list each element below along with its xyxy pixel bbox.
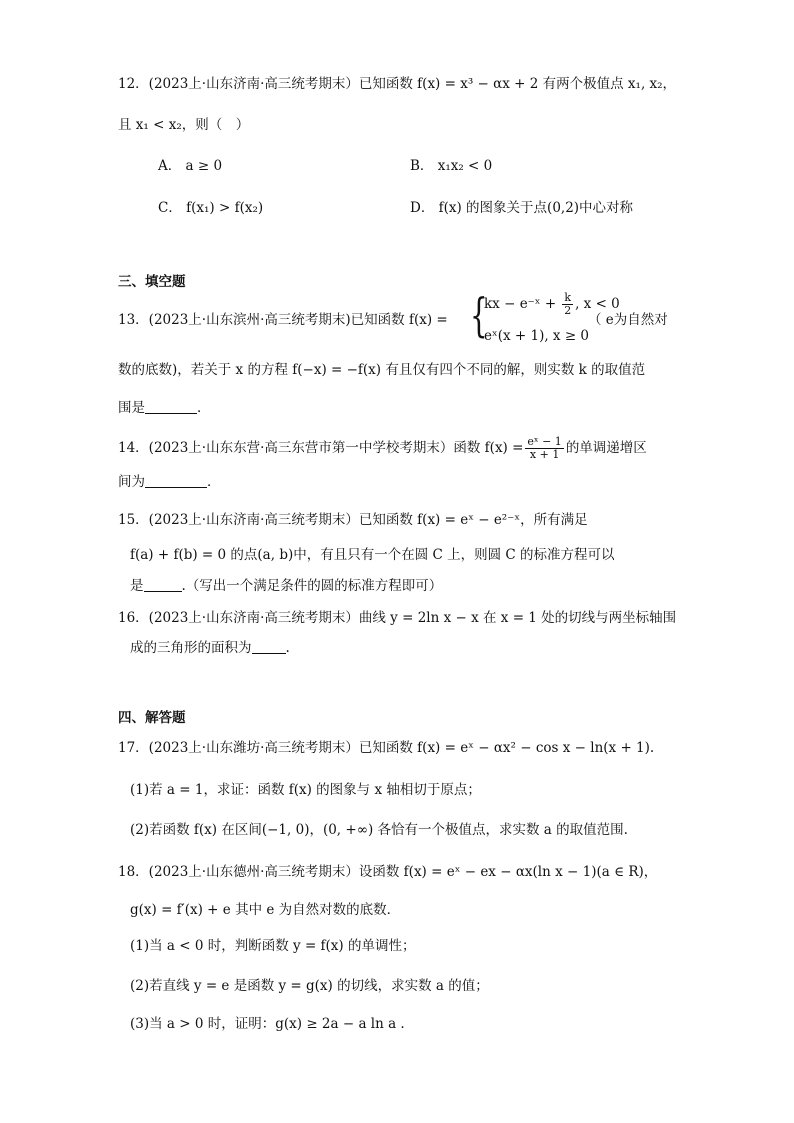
q12-option-c: C． f(x₁) > f(x₂) (158, 200, 264, 216)
section-title-fill-in: 三、填空题 (118, 274, 186, 290)
q13-stem-line3: 围是 ． (118, 400, 211, 416)
q15-stem-line1: 15．(2023上·山东济南·高三统考期末）已知函数 f(x) = eˣ − e²⁻ˣ，所有满足 (118, 512, 588, 528)
q12-stem-line1: 12．(2023上·山东济南·高三统考期末）已知函数 f(x) = x³ − αx + 2 有两个极值点 x₁, x₂， (118, 76, 677, 92)
q13-stem-prefix: 13．(2023上·山东滨州·高三统考期末)已知函数 f(x) = (118, 312, 448, 328)
q12-stem-line2: 且 x₁ < x₂，则（ ） (118, 117, 250, 133)
q16-stem-line1: 16．(2023上·山东济南·高三统考期末）曲线 y = 2ln x − x 在 x = 1 处的切线与两坐标轴围 (118, 610, 677, 626)
q14-fraction (525, 436, 563, 461)
q14-stem-line2: 间为 ． (118, 474, 221, 490)
q13-answer-blank[interactable] (145, 399, 197, 414)
q14-stem-line1 (118, 436, 647, 461)
q15-stem-line3 (130, 576, 442, 596)
section-title-solutions: 四、解答题 (118, 710, 186, 726)
q18-stem-line2: g(x) = f′(x) + e 其中 e 为自然对数的底数． (130, 902, 401, 918)
q18-stem-line1: 18．(2023上·山东德州·高三统考期末）设函数 f(x) = eˣ − ex − αx(ln x − 1)(a ∈ R)， (118, 864, 658, 880)
q15-line3-post: .（写出一个满足条件的圆的标准方程即可） (181, 578, 443, 594)
q14-stem-prefix: 14．(2023上·山东东营·高三东营市第一中学校考期末）函数 f(x) = (118, 440, 524, 456)
q15-stem-line2: f(a) + f(b) = 0 的点(a, b)中，有且只有一个在圆 C 上，则圆 C 的标准方程可以 (130, 547, 615, 563)
q17-part-2: (2)若函数 f(x) 在区间(−1, 0)，(0, +∞) 各恰有一个极值点，求实数 a 的取值范围. (130, 822, 628, 838)
q15-answer-blank[interactable] (144, 577, 182, 592)
q14-answer-blank[interactable] (145, 473, 207, 488)
q18-part-1: (1)当 a < 0 时，判断函数 y = f(x) 的单调性； (130, 938, 416, 954)
q12-option-b: B． x₁x₂ < 0 (410, 158, 493, 174)
q13-case-1-condition: , x < 0 (575, 296, 620, 312)
q17-stem: 17．(2023上·山东潍坊·高三统考期末）已知函数 f(x) = eˣ − αx² − cos x − ln(x + 1). (118, 740, 655, 756)
q17-part-1: (1)若 a = 1，求证：函数 f(x) 的图象与 x 轴相切于原点； (130, 782, 481, 798)
q13-piecewise-brace: { (470, 288, 488, 342)
q16-answer-blank[interactable] (252, 639, 286, 654)
q15-line3-pre: 是 (130, 578, 144, 594)
q14-frac-denominator: x + 1 (529, 448, 560, 461)
q13-case-2: eˣ(x + 1), x ≥ 0 (484, 328, 590, 344)
q13-case-1-expr: kx − e⁻ˣ + (484, 296, 561, 312)
q16-line2-pre: 成的三角形的面积为 (130, 640, 252, 656)
q18-part-2: (2)若直线 y = e 是函数 y = g(x) 的切线，求实数 a 的值； (130, 978, 489, 994)
q12-option-d: D． f(x) 的图象关于点(0,2)中心对称 (410, 200, 634, 216)
q13-frac-denominator: 2 (564, 304, 572, 317)
q13-stem-line3-text: 围是 (118, 400, 145, 416)
q13-stem-line2: 数的底数)，若关于 x 的方程 f(−x) = −f(x) 有且仅有四个不同的解，则实数 k 的取值范 (118, 362, 646, 378)
q14-stem-suffix: 的单调递增区 (565, 440, 647, 456)
q13-case-1-fraction (562, 292, 573, 317)
q14-stem-line2-text: 间为 (118, 474, 145, 490)
q18-part-3: (3)当 a > 0 时，证明：g(x) ≥ 2a − a ln a . (130, 1016, 405, 1032)
q14-frac-numerator: eˣ − 1 (527, 435, 562, 448)
q13-frac-numerator: k (564, 291, 572, 304)
q16-stem-line2 (130, 638, 290, 658)
q13-stem-suffix: （ e为自然对 (588, 312, 668, 328)
q16-line2-post: . (285, 640, 290, 656)
q12-option-a: A． a ≥ 0 (158, 158, 223, 174)
